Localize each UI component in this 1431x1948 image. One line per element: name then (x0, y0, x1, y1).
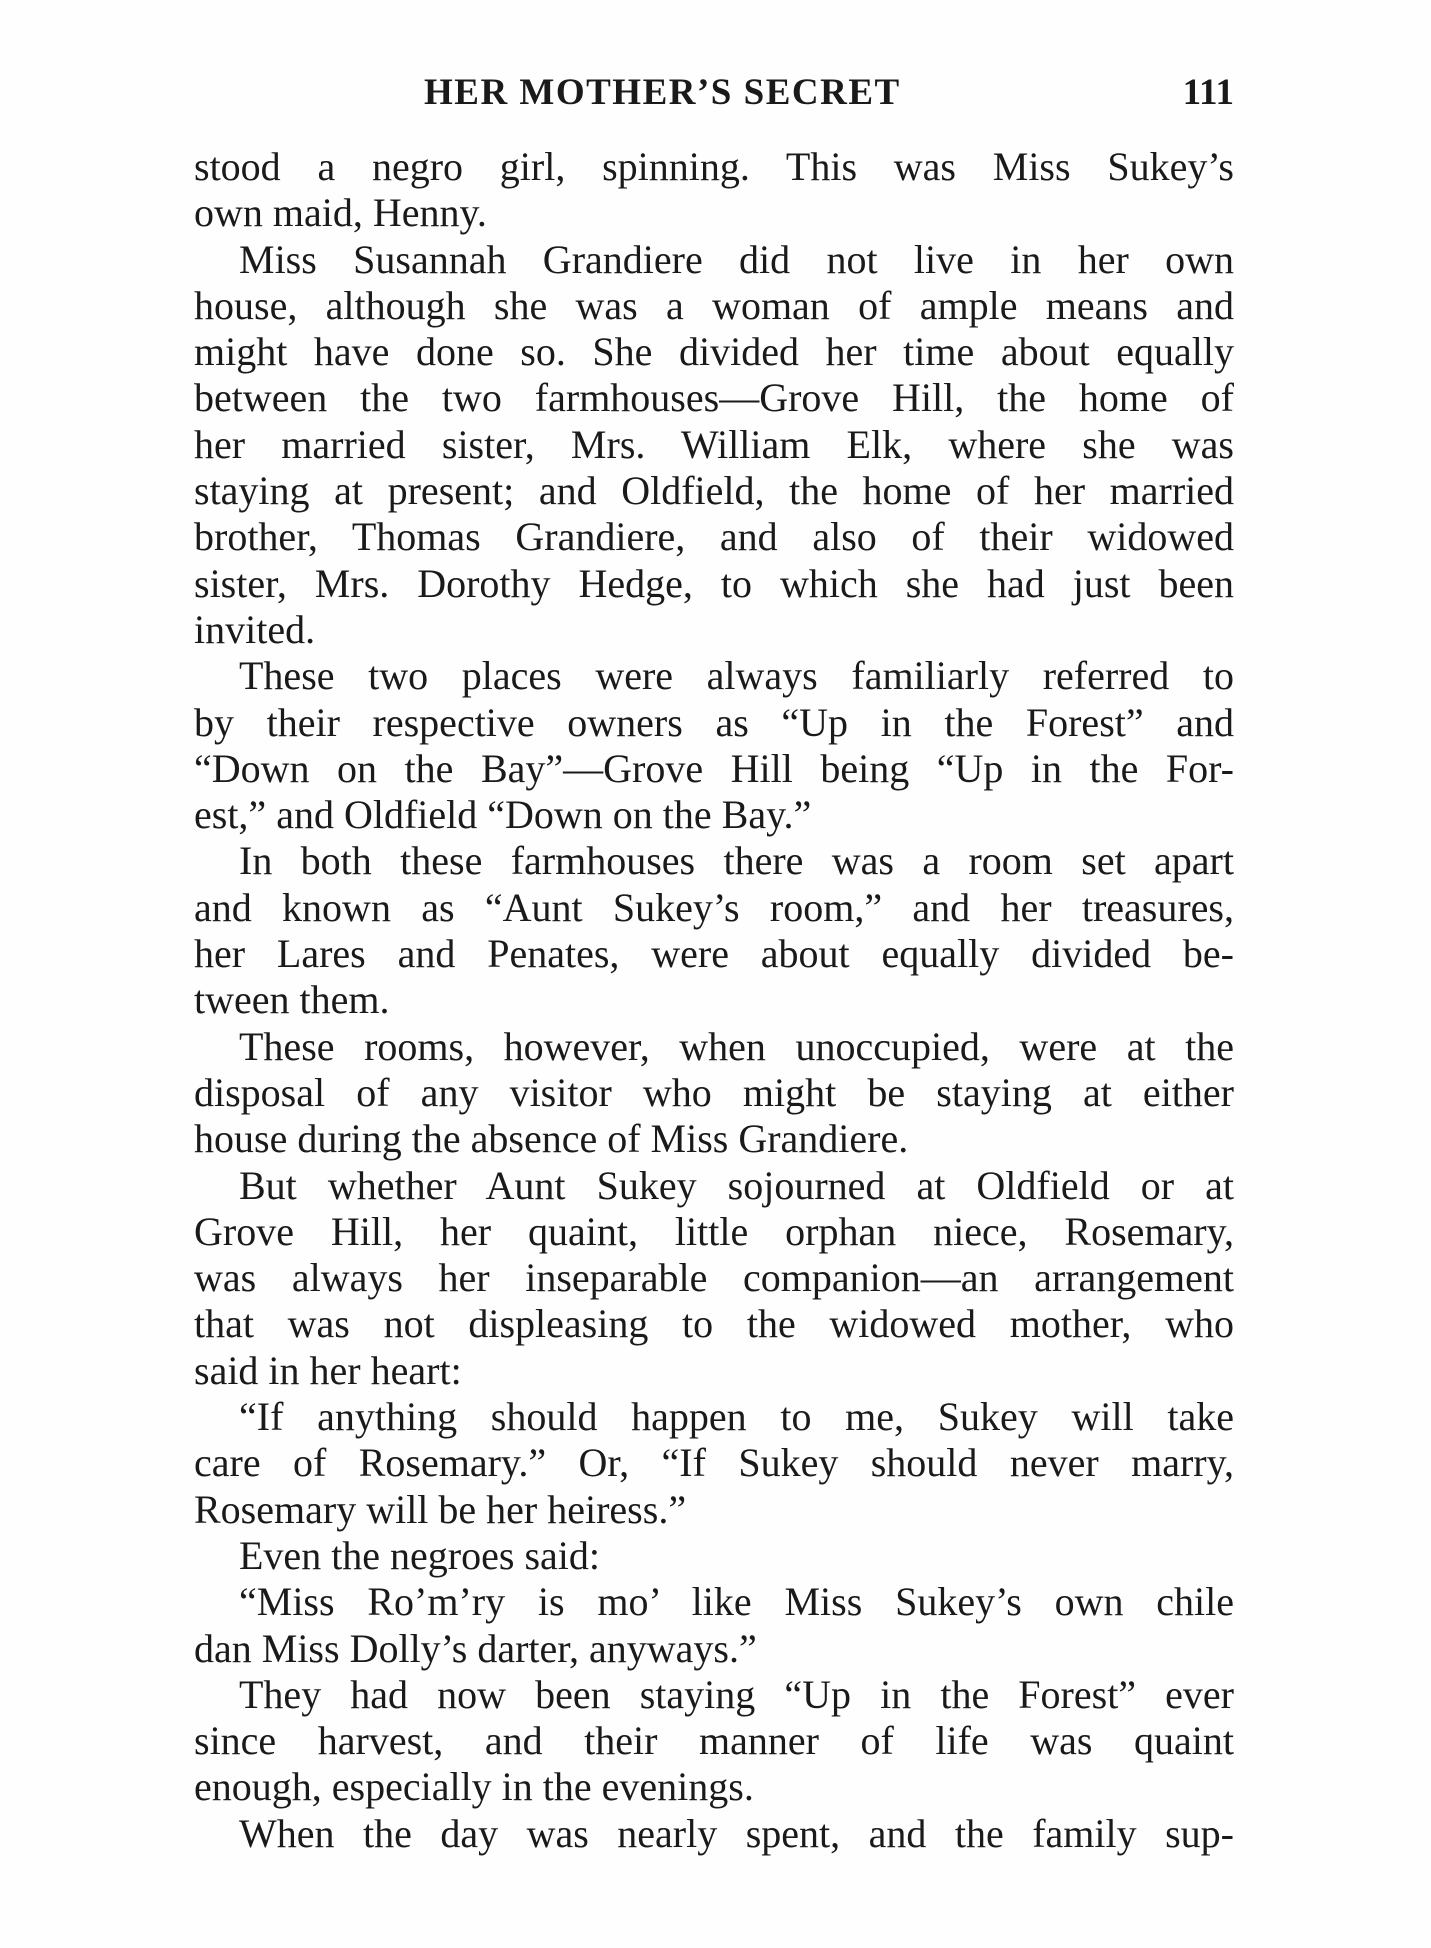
text-line: enough, especially in the evenings. (194, 1764, 754, 1810)
text-line: between the two farmhouses—Grove Hill, the home of (194, 375, 1234, 421)
page-number: 111 (1182, 72, 1234, 113)
text-line: her Lares and Penates, were about equally divided be- (194, 931, 1234, 977)
body-text (194, 144, 1234, 1857)
text-line: “Miss Ro’m’ry is mo’ like Miss Sukey’s own chile (239, 1579, 1234, 1625)
text-line: care of Rosemary.” Or, “If Sukey should never marry, (194, 1440, 1234, 1486)
text-line: staying at present; and Oldfield, the home of her married (194, 468, 1234, 514)
text-line: disposal of any visitor who might be staying at either (194, 1069, 1234, 1115)
text-line: When the day was nearly spent, and the family sup- (239, 1810, 1234, 1856)
text-line: est,” and Oldfield “Down on the Bay.” (194, 792, 812, 838)
running-title: HER MOTHER’S SECRET (424, 72, 901, 113)
text-line: might have done so. She divided her time about equally (194, 329, 1234, 375)
text-line: But whether Aunt Sukey sojourned at Oldfield or at (239, 1162, 1234, 1208)
text-line: and known as “Aunt Sukey’s room,” and her treasures, (194, 884, 1234, 930)
text-line: “Down on the Bay”—Grove Hill being “Up in the For- (194, 745, 1234, 791)
text-line: “If anything should happen to me, Sukey will take (239, 1394, 1234, 1440)
text-line: invited. (194, 606, 316, 652)
text-line: her married sister, Mrs. William Elk, where she was (194, 421, 1234, 467)
text-line: They had now been staying “Up in the Forest” ever (239, 1671, 1234, 1717)
text-line: Grove Hill, her quaint, little orphan niece, Rosemary, (194, 1208, 1234, 1254)
text-line: In both these farmhouses there was a room set apart (239, 838, 1234, 884)
text-line: that was not displeasing to the widowed mother, who (194, 1301, 1234, 1347)
text-line: was always her inseparable companion—an arrangement (194, 1255, 1234, 1301)
text-line: dan Miss Dolly’s darter, anyways.” (194, 1625, 757, 1671)
text-line: stood a negro girl, spinning. This was Miss Sukey’s (194, 144, 1234, 189)
text-line: Miss Susannah Grandiere did not live in her own (239, 236, 1234, 282)
text-line: These two places were always familiarly referred to (239, 653, 1234, 699)
text-line: house, although she was a woman of ample means and (194, 282, 1234, 328)
text-line: own maid, Henny. (194, 190, 487, 236)
text-line: since harvest, and their manner of life was quaint (194, 1718, 1234, 1764)
text-line: These rooms, however, when unoccupied, were at the (239, 1023, 1234, 1069)
text-line: said in her heart: (194, 1347, 462, 1393)
text-line: Even the negroes said: (239, 1532, 600, 1578)
text-line: house during the absence of Miss Grandiere. (194, 1116, 909, 1162)
text-line: sister, Mrs. Dorothy Hedge, to which she had just been (194, 560, 1234, 606)
text-line: tween them. (194, 977, 390, 1023)
text-line: Rosemary will be her heiress.” (194, 1486, 687, 1532)
page-header (194, 68, 1234, 118)
text-line: brother, Thomas Grandiere, and also of their widowed (194, 514, 1234, 560)
text-line: by their respective owners as “Up in the Forest” and (194, 699, 1234, 745)
